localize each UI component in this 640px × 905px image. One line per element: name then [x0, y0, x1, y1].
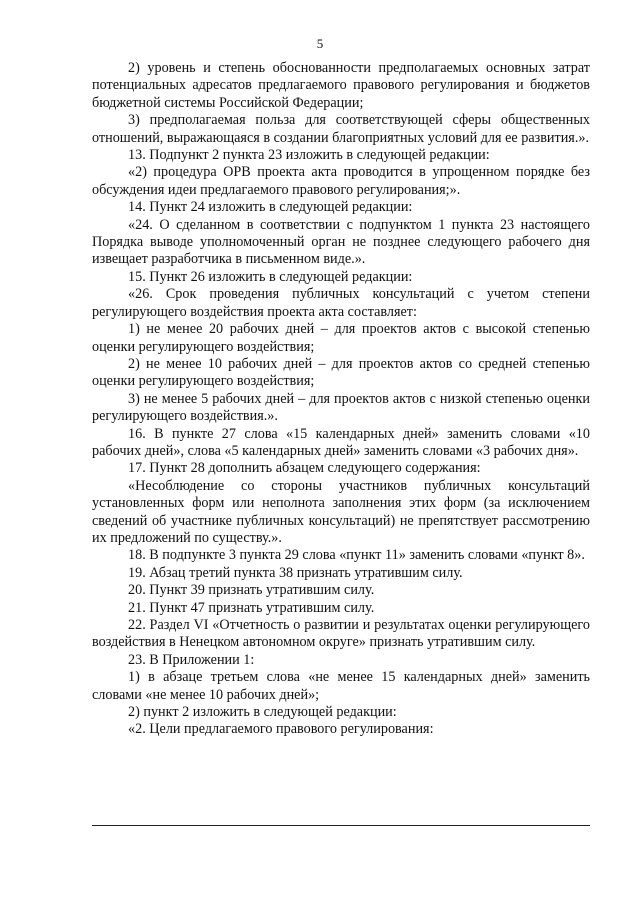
paragraph: 13. Подпункт 2 пункта 23 изложить в следующей редакции: [128, 147, 490, 164]
paragraph: 3) не менее 5 рабочих дней – для проектов актов с низкой степенью оценки регулирующего воздействия.». [92, 390, 590, 425]
paragraph: 2) уровень и степень обоснованности предполагаемых основных затрат потенциальных адресатов предлагаемого правового регулирования и бюджетов бюджетной системы Российской Федерации; [92, 60, 590, 111]
paragraph: 19. Абзац третий пункта 38 признать утратившим силу. [128, 564, 463, 581]
paragraph: 1) не менее 20 рабочих дней – для проектов актов с высокой степенью оценки регулирующего воздействия; [92, 321, 590, 355]
paragraph: «Несоблюдение со стороны участников публичных консультаций установленных форм или неполнота заполнения этих форм (за исключением сведений об участнике публичных консультаций) не препятствует рассмотрению их предложений по существу.». [92, 477, 590, 546]
paragraph: 2) пункт 2 изложить в следующей редакции: [128, 704, 397, 721]
paragraph: 21. Пункт 47 признать утратившим силу. [128, 599, 375, 616]
paragraph: 16. В пункте 27 слова «15 календарных дней» заменить словами «10 рабочих дней», слова «5 календарных дней» заменить словами «3 рабочих дня». [92, 425, 590, 459]
paragraph: 17. Пункт 28 дополнить абзацем следующего содержания: [128, 460, 481, 477]
footer-divider [92, 825, 590, 826]
paragraph: «2) процедура ОРВ проекта акта проводится в упрощенном порядке без обсуждения идеи предлагаемого правового регулирования;». [92, 164, 590, 198]
paragraph: 15. Пункт 26 изложить в следующей редакции: [128, 268, 413, 285]
paragraph: «26. Срок проведения публичных консультаций с учетом степени регулирующего воздействия проекта акта составляет: [92, 286, 590, 320]
paragraph: 3) предполагаемая польза для соответствующей сферы общественных отношений, выражающаяся в создании благоприятных условий для ее развития.». [92, 112, 590, 146]
paragraph: 18. В подпункте 3 пункта 29 слова «пункт 11» заменить словами «пункт 8». [128, 547, 585, 564]
paragraph: 1) в абзаце третьем слова «не менее 15 календарных дней» заменить словами «не менее 10 рабочих дней»; [92, 669, 590, 703]
document-body [92, 60, 590, 739]
paragraph: 2) не менее 10 рабочих дней – для проектов актов со средней степенью оценки регулирующего воздействия; [92, 355, 590, 390]
paragraph: 20. Пункт 39 признать утратившим силу. [128, 582, 375, 599]
paragraph: «2. Цели предлагаемого правового регулирования: [128, 721, 434, 738]
paragraph: 23. В Приложении 1: [128, 651, 255, 668]
paragraph: 22. Раздел VI «Отчетность о развитии и результатах оценки регулирующего воздействия в Ненецком автономном округе» признать утратившим силу. [92, 617, 590, 651]
paragraph: «24. О сделанном в соответствии с подпунктом 1 пункта 23 настоящего Порядка выводе уполномоченный орган не позднее следующего рабочего дня извещает разработчика в письменном виде.». [92, 216, 590, 268]
paragraph: 14. Пункт 24 изложить в следующей редакции: [128, 199, 413, 216]
page-number: 5 [316, 36, 324, 51]
